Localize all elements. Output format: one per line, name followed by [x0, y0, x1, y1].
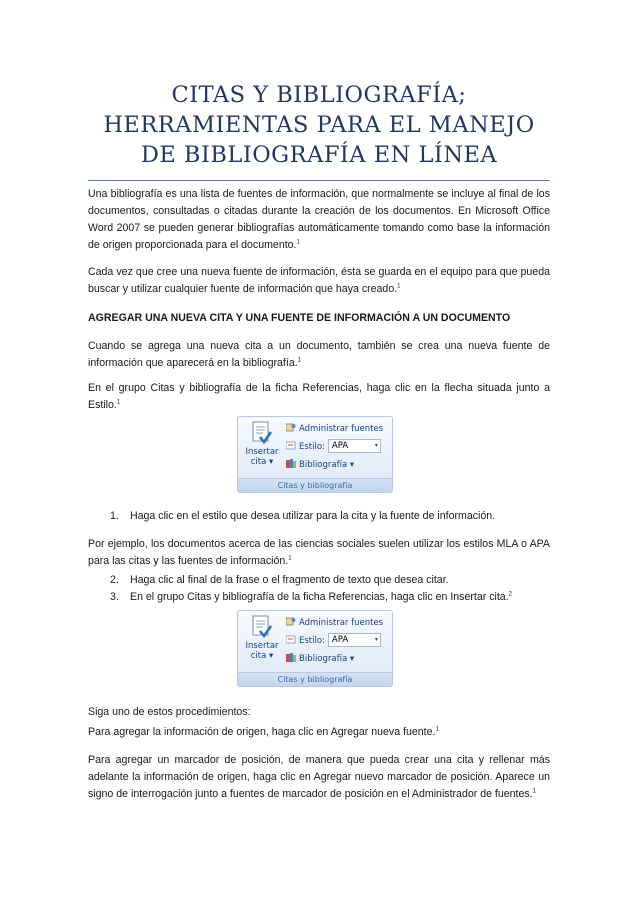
title-line-1: CITAS Y BIBLIOGRAFÍA;	[171, 82, 467, 108]
paragraph-add-source: Para agregar la información de origen, haga clic en Agregar nueva fuente.$^1$	[88, 726, 439, 738]
list-item: 3. En el grupo Citas y bibliografía de la ficha Referencias, haga clic en Insertar cita.$^2$	[110, 591, 512, 603]
insert-citation-icon	[252, 615, 272, 639]
style-icon	[286, 635, 296, 644]
footnote-ref: 1	[297, 357, 301, 364]
bibliography-icon	[286, 653, 296, 662]
chevron-down-icon: ▾	[269, 457, 274, 467]
manage-sources-icon	[286, 617, 296, 626]
page-title	[88, 80, 550, 170]
manage-sources-button[interactable]: Administrar fuentes	[286, 615, 383, 631]
footnote-ref: 1	[288, 555, 292, 562]
paragraph-style-arrow: En el grupo Citas y bibliografía de la ficha Referencias, haga clic en la flecha situada junto a Estilo.$^1$	[88, 382, 550, 411]
ribbon-citations-group-image-1	[237, 416, 393, 493]
section-heading: AGREGAR UNA NUEVA CITA Y UNA FUENTE DE INFORMACIÓN A UN DOCUMENTO	[88, 312, 511, 324]
bibliography-button[interactable]: Bibliografía ▾	[286, 457, 354, 473]
paragraph-placeholder: Para agregar un marcador de posición, de manera que pueda crear una cita y rellenar más adelante la información de origen, haga clic en Agregar nuevo marcador de posición. Aparece un signo de interrogación junto a fuentes de marcador de posición en el Administrador de fuentes.$^1$	[88, 754, 550, 800]
chevron-down-icon: ▾	[374, 442, 378, 449]
chevron-down-icon: ▾	[374, 636, 378, 643]
footnote-ref: 1	[532, 788, 536, 795]
paragraph-new-source: Cada vez que cree una nueva fuente de información, ésta se guarda en el equipo para que pueda buscar y utilizar cualquier fuente de información que haya creado.$^1$	[88, 266, 550, 295]
title-underline	[88, 180, 550, 181]
footnote-ref: 1	[435, 726, 439, 733]
manage-sources-icon	[286, 423, 296, 432]
insert-citation-button[interactable]: Insertar cita ▾	[242, 421, 282, 479]
footnote-ref: 1	[116, 399, 121, 406]
title-line-3: DE BIBLIOGRAFÍA EN LÍNEA	[140, 142, 498, 168]
style-row: Estilo: APA ▾	[286, 633, 381, 649]
style-select[interactable]: APA ▾	[328, 633, 381, 647]
list-item: 1. Haga clic en el estilo que desea utilizar para la cita y la fuente de información.	[110, 510, 496, 522]
bibliography-button[interactable]: Bibliografía ▾	[286, 651, 354, 667]
group-label: Citas y bibliografía	[238, 672, 392, 686]
chevron-down-icon: ▾	[349, 654, 355, 664]
paragraph-example-styles: Por ejemplo, los documentos acerca de las ciencias sociales suelen utilizar los estilos MLA o APA para las citas y las fuentes de información.$^1$	[88, 538, 550, 567]
ribbon-citations-group-image-2	[237, 610, 393, 687]
paragraph-add-citation: Cuando se agrega una nueva cita a un documento, también se crea una nueva fuente de información que aparecerá en la bibliografía.$^1$	[88, 340, 550, 369]
style-select[interactable]: APA ▾	[328, 439, 381, 453]
chevron-down-icon: ▾	[269, 651, 274, 661]
insert-citation-button[interactable]: Insertar cita ▾	[242, 615, 282, 673]
footnote-ref: 1	[397, 283, 401, 290]
title-line-2: HERRAMIENTAS PARA EL MANEJO	[103, 112, 535, 138]
list-item: 2. Haga clic al final de la frase o el fragmento de texto que desea citar.	[110, 574, 449, 586]
group-label: Citas y bibliografía	[238, 478, 392, 492]
footnote-ref: 1	[296, 239, 300, 246]
chevron-down-icon: ▾	[349, 460, 355, 470]
paragraph-intro: Una bibliografía es una lista de fuentes de información, que normalmente se incluye al final de los documentos, consultadas o citadas durante la creación de los documentos. En Microsoft Office Word 2007 se pueden generar bibliografías automáticamente tomando como base la información de origen proporcionada para el documento.$^1$	[88, 188, 550, 251]
insert-citation-icon	[252, 421, 272, 445]
footnote-ref: 2	[508, 591, 512, 598]
style-row: Estilo: APA ▾	[286, 439, 381, 455]
paragraph-follow-steps: Siga uno de estos procedimientos:	[88, 706, 251, 718]
manage-sources-button[interactable]: Administrar fuentes	[286, 421, 383, 437]
style-icon	[286, 441, 296, 450]
bibliography-icon	[286, 459, 296, 468]
